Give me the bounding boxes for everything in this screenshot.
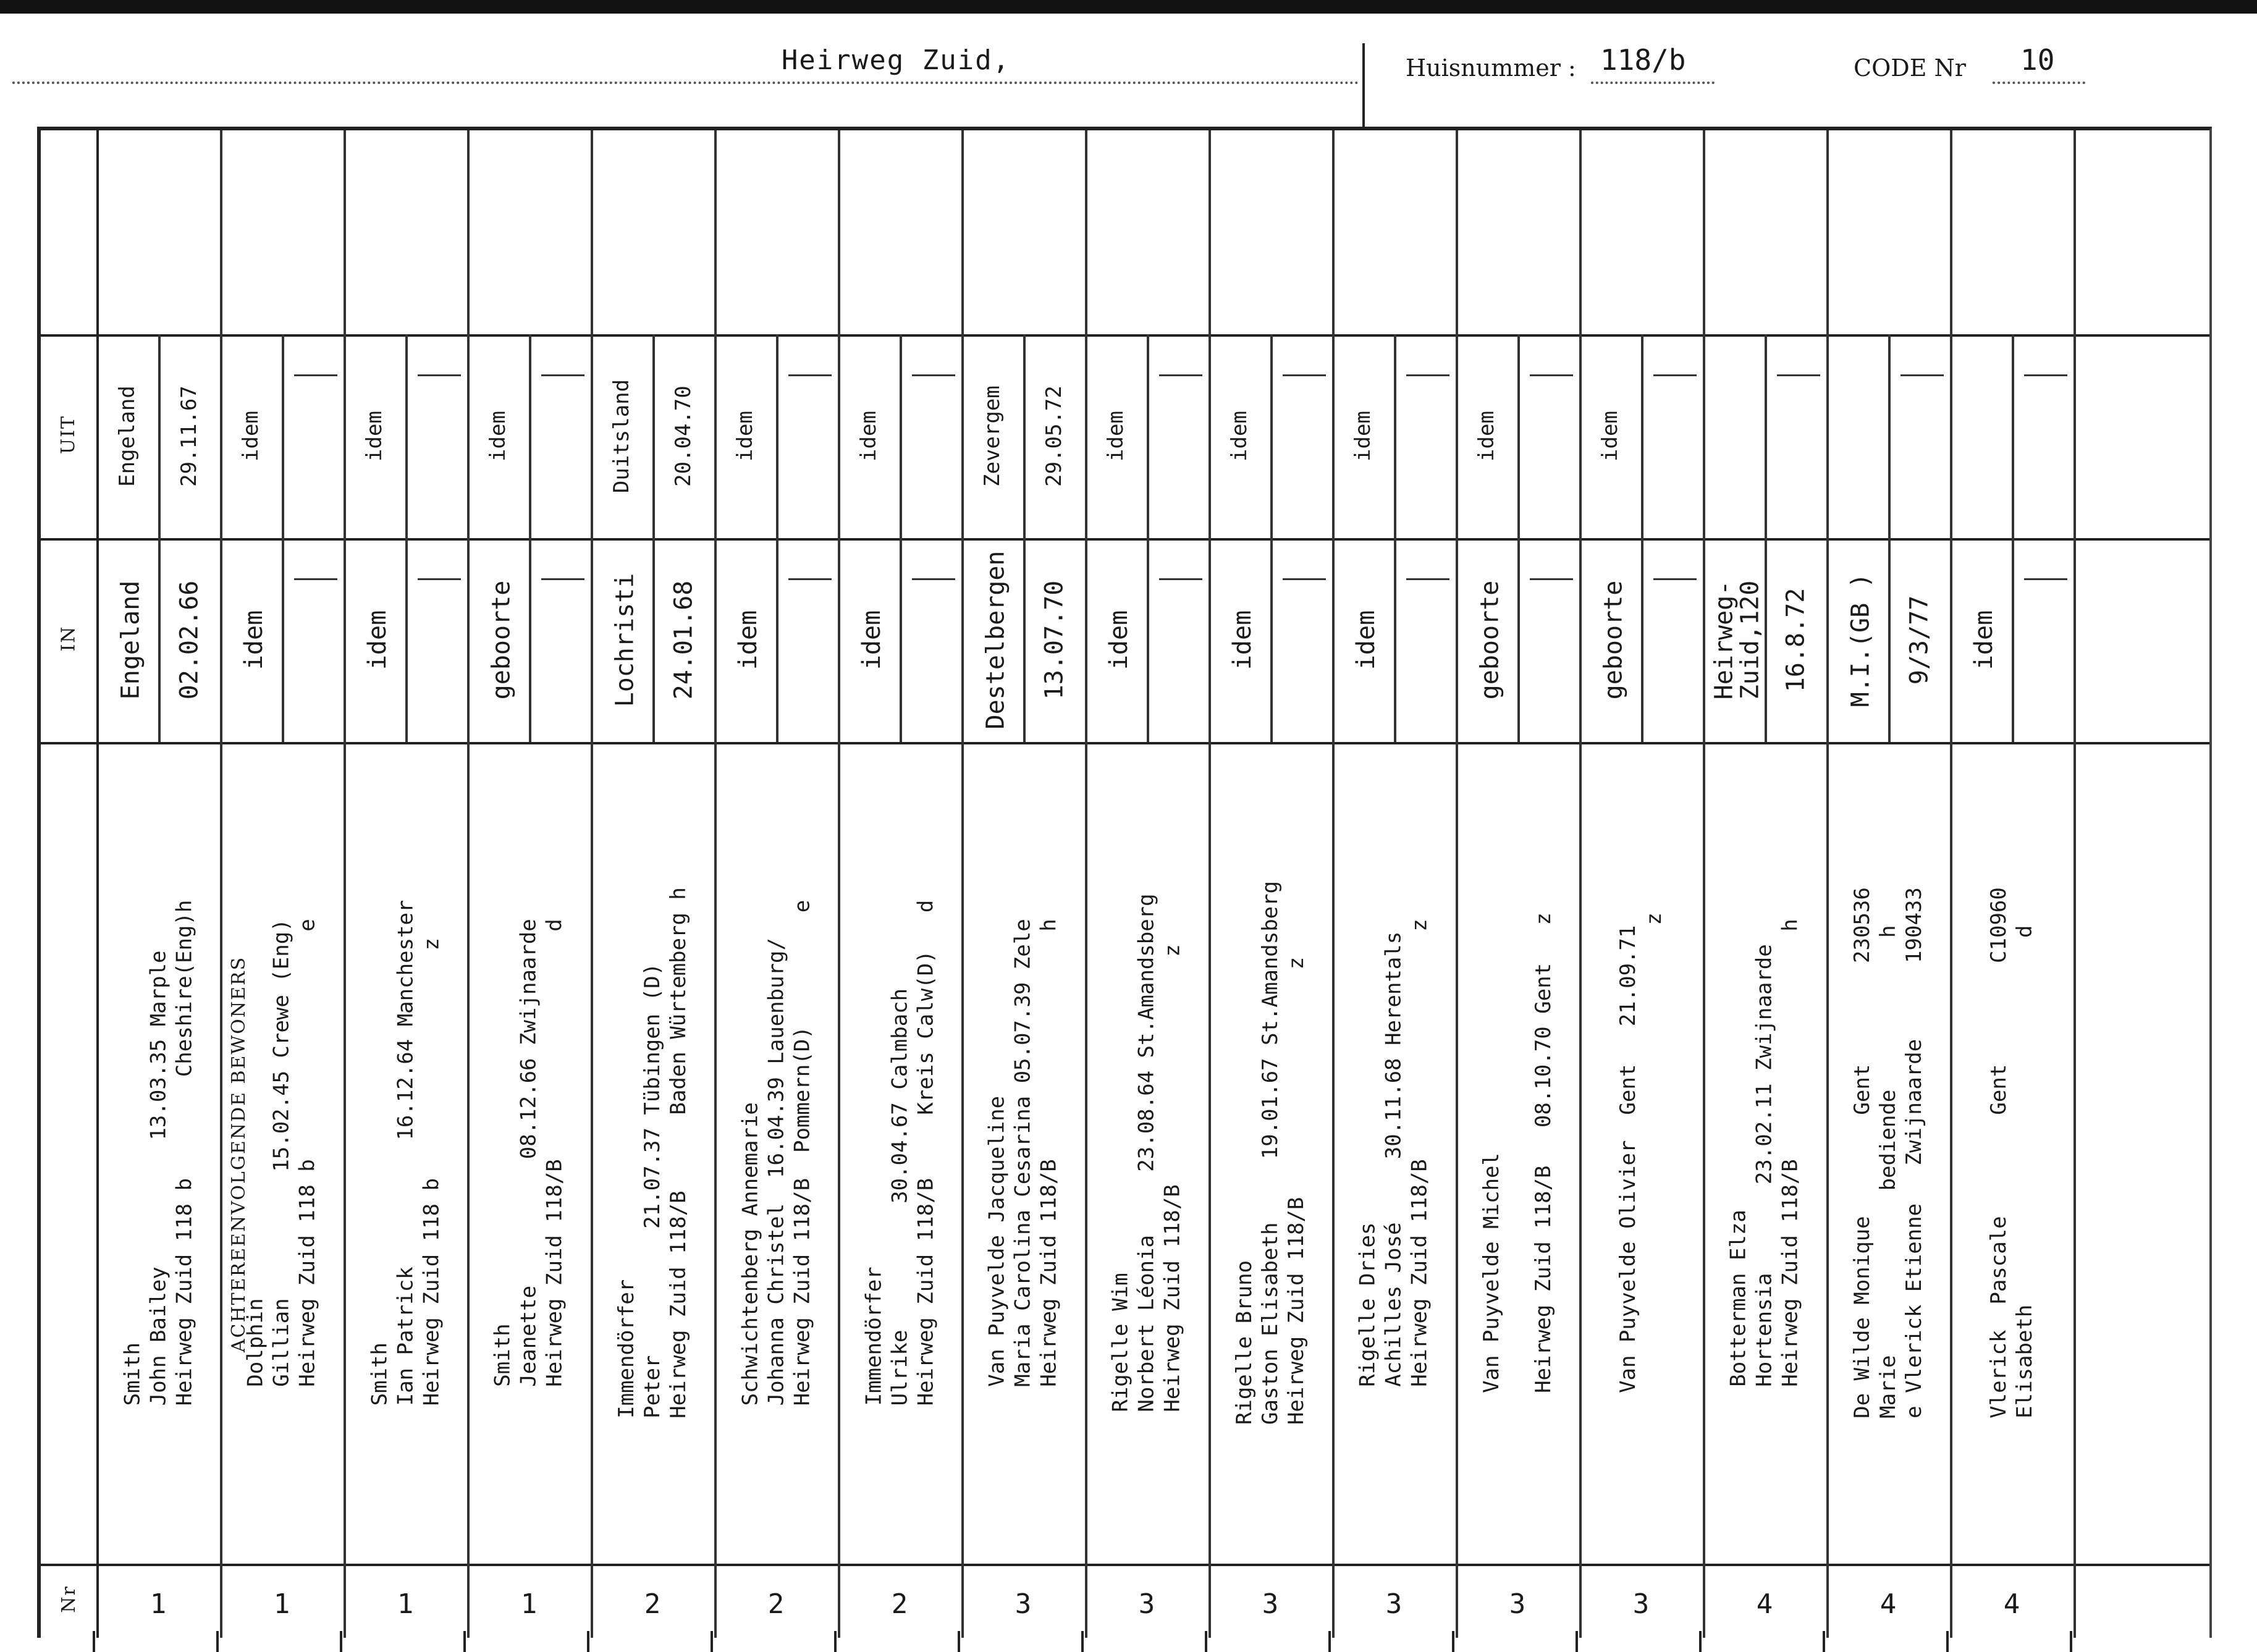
entry-nr: 4 — [1879, 1588, 1897, 1620]
entry-nr: 1 — [520, 1588, 538, 1620]
uit-date-cell — [158, 334, 220, 538]
bewoner-text-cell — [714, 742, 838, 1564]
in-place: Lochristi — [610, 573, 639, 707]
bewoner-text-cell — [467, 742, 591, 1564]
entry-column — [714, 130, 840, 1638]
uit-place: idem — [238, 411, 263, 461]
bewoner-text-cell — [96, 742, 220, 1564]
empty-field-dash — [418, 374, 461, 376]
bottom-tick — [1205, 1631, 1207, 1652]
street-name: Heirweg Zuid, — [781, 44, 1011, 76]
uit-date: 20.04.70 — [671, 386, 696, 487]
entry-nr: 3 — [1509, 1588, 1526, 1620]
in-place-cell — [1703, 538, 1771, 742]
in-place: Heirweg- Zuid,120 — [1710, 580, 1764, 700]
in-place: geboorte — [487, 580, 515, 700]
empty-field-dash — [541, 578, 584, 580]
uit-date-cell — [1147, 334, 1209, 538]
bewoner-text-cell — [220, 742, 344, 1564]
uit-place-cell — [220, 334, 282, 538]
uit-place: idem — [485, 411, 510, 461]
uit-date-cell — [1641, 334, 1703, 538]
entry-nr: 1 — [150, 1588, 167, 1620]
empty-field-dash — [541, 374, 584, 376]
in-place-cell — [344, 538, 411, 742]
in-place-cell — [1209, 538, 1276, 742]
bottom-tick — [958, 1631, 960, 1652]
in-place: M.I.(GB ) — [1846, 573, 1875, 707]
header-divider — [1362, 43, 1365, 130]
entry-nr: 4 — [2003, 1588, 2020, 1620]
uit-place: idem — [1103, 411, 1128, 461]
in-place: idem — [1104, 610, 1133, 670]
uit-place: Engeland — [115, 386, 140, 487]
in-date: 13.07.70 — [1040, 580, 1068, 700]
bewoners-label: ACHTEREENVOLGENDE BEWONERS — [228, 956, 250, 1353]
bewoner-text-cell — [1456, 742, 1579, 1564]
in-place-cell — [1579, 538, 1647, 742]
empty-field-dash — [294, 374, 337, 376]
uit-date-cell — [776, 334, 838, 538]
entry-column — [220, 130, 346, 1638]
bewoner-text-cell — [1703, 742, 1826, 1564]
empty-field-dash — [2024, 578, 2067, 580]
in-place-cell — [838, 538, 906, 742]
bewoner-text: Schwichtenberg Annemarie Johanna Christel 16.04.39 Lauenburg/ Heirweg Zuid 118/B Pommern(D) e — [738, 900, 815, 1406]
bewoner-text-cell — [591, 742, 714, 1564]
uit-date-cell — [1517, 334, 1579, 538]
bewoner-text-cell — [1579, 742, 1703, 1564]
huisnummer-value: 118/b — [1600, 43, 1686, 77]
register-form — [37, 127, 2212, 1638]
entry-column — [838, 130, 964, 1638]
in-place: idem — [1969, 610, 1998, 670]
in-date-cell — [405, 538, 467, 742]
in-date-cell — [1147, 538, 1209, 742]
empty-field-dash — [788, 578, 832, 580]
bewoner-text: Botterman Elza Hortensia 23.02.11 Zwijnaarde Heirweg Zuid 118/B h — [1726, 919, 1803, 1387]
uit-date-cell — [1888, 334, 1950, 538]
bewoner-text: Smith Ian Patrick 16.12.64 Manchester Heirweg Zuid 118 b z — [367, 900, 444, 1406]
bewoner-text-cell — [1332, 742, 1456, 1564]
uit-place-cell — [714, 334, 776, 538]
bewoner-text: Smith John Bailey 13.03.35 Marple Heirweg Zuid 118 b Cheshire(Eng)h — [120, 900, 197, 1406]
in-date-cell — [1270, 538, 1332, 742]
uit-place-cell — [1579, 334, 1641, 538]
in-place-cell — [220, 538, 288, 742]
empty-field-dash — [1159, 578, 1202, 580]
bewoner-text-cell — [838, 742, 961, 1564]
empty-field-dash — [1406, 374, 1449, 376]
uit-date-cell — [1394, 334, 1456, 538]
bewoner-text: Smith Jeanette 08.12.66 Zwijnaarde Heirweg Zuid 118/B d — [491, 919, 568, 1387]
code-label: CODE Nr — [1854, 54, 1966, 82]
in-place-cell — [714, 538, 782, 742]
entry-column — [591, 130, 717, 1638]
bottom-tick — [1328, 1631, 1331, 1652]
entry-column — [1085, 130, 1211, 1638]
uit-place: Duitsland — [609, 379, 635, 494]
empty-field-dash — [912, 578, 955, 580]
uit-place: idem — [1226, 411, 1252, 461]
in-label: IN — [57, 625, 80, 652]
bewoner-text: Rigelle Wim Norbert Léonia 23.08.64 St.Amandsberg Heirweg Zuid 118/B z — [1108, 893, 1186, 1412]
entry-nr: 2 — [767, 1588, 785, 1620]
uit-place: Zevergem — [980, 386, 1005, 487]
entry-column — [1209, 130, 1335, 1638]
entry-nr: 3 — [1015, 1588, 1032, 1620]
bewoner-text: Van Puyvelde Michel Heirweg Zuid 118/B 08.10.70 Gent z — [1479, 912, 1556, 1393]
in-date-cell — [1023, 538, 1085, 742]
in-date-cell — [1517, 538, 1579, 742]
in-date-cell — [1641, 538, 1703, 742]
entry-column — [96, 130, 222, 1638]
entry-column — [961, 130, 1087, 1638]
uit-place-cell — [961, 334, 1023, 538]
bewoner-text: Rigelle Dries Achilles José 30.11.68 Herentals Heirweg Zuid 118/B z — [1356, 919, 1433, 1387]
uit-place-cell — [1703, 334, 1765, 538]
in-date-cell — [652, 538, 714, 742]
uit-date-cell — [652, 334, 714, 538]
bewoner-text-cell — [961, 742, 1085, 1564]
date-subdivider — [776, 334, 778, 742]
street-dotted-line — [12, 82, 1359, 84]
bewoner-text-cell — [1209, 742, 1332, 1564]
date-subdivider — [282, 334, 284, 742]
empty-field-dash — [1653, 578, 1697, 580]
code-dotted-line — [1993, 82, 2085, 84]
empty-field-dash — [1653, 374, 1697, 376]
in-place: geboorte — [1599, 580, 1627, 700]
bottom-tick — [93, 1631, 95, 1652]
date-subdivider — [1765, 334, 1767, 742]
empty-field-dash — [1777, 374, 1820, 376]
date-subdivider — [158, 334, 161, 742]
date-subdivider — [2012, 334, 2014, 742]
in-date-cell — [158, 538, 220, 742]
bewoner-text: Vlerick Pascale Gent C10960 Elisabeth d — [1986, 887, 2038, 1418]
empty-field-dash — [912, 374, 955, 376]
in-place-cell — [1085, 538, 1153, 742]
in-place-cell — [1456, 538, 1524, 742]
empty-field-dash — [2024, 374, 2067, 376]
uit-date-cell — [2012, 334, 2073, 538]
in-date: 9/3/77 — [1905, 595, 1933, 685]
nr-label: Nr — [57, 1585, 80, 1613]
empty-field-dash — [1901, 374, 1944, 376]
entry-column — [1332, 130, 1458, 1638]
uit-place: idem — [732, 411, 757, 461]
empty-field-dash — [1283, 374, 1326, 376]
date-subdivider — [1517, 334, 1520, 742]
bottom-tick — [216, 1631, 219, 1652]
uit-place-cell — [591, 334, 652, 538]
in-place-cell — [961, 538, 1029, 742]
uit-place-cell — [467, 334, 529, 538]
bottom-tick — [834, 1631, 837, 1652]
bewoner-text: Immendörfer Peter 21.07.37 Tübingen (D) Heirweg Zuid 118/B Baden Würtemberg h — [614, 887, 691, 1418]
in-date-cell — [1765, 538, 1826, 742]
in-place: Destelbergen — [981, 550, 1010, 730]
entry-nr: 2 — [891, 1588, 908, 1620]
in-date-cell — [529, 538, 591, 742]
uit-place: idem — [1474, 411, 1499, 461]
entry-column — [1950, 130, 2076, 1638]
huisnummer-label: Huisnummer : — [1406, 54, 1576, 82]
bottom-tick — [340, 1631, 342, 1652]
entry-nr: 1 — [397, 1588, 414, 1620]
date-subdivider — [652, 334, 655, 742]
in-place-cell — [1950, 538, 2018, 742]
date-subdivider — [900, 334, 902, 742]
in-date: 16.8.72 — [1781, 588, 1810, 693]
uit-place-cell — [1209, 334, 1270, 538]
huisnummer-dotted-line — [1591, 82, 1715, 84]
uit-place: idem — [361, 411, 387, 461]
entry-column — [467, 130, 593, 1638]
uit-place-cell — [1332, 334, 1394, 538]
uit-place-cell — [1950, 334, 2012, 538]
bewoner-text-cell — [1826, 742, 1950, 1564]
entry-column — [1703, 130, 1829, 1638]
uit-place-cell — [1826, 334, 1888, 538]
bewoner-text: Van Puyvelde Olivier Gent 21.09.71 z — [1616, 912, 1667, 1393]
uit-date: 29.11.67 — [177, 386, 202, 487]
in-place: idem — [1228, 610, 1257, 670]
bewoner-text-cell — [344, 742, 467, 1564]
bottom-tick — [587, 1631, 589, 1652]
in-date: 02.02.66 — [175, 580, 203, 700]
bottom-tick — [711, 1631, 713, 1652]
empty-field-dash — [1530, 578, 1573, 580]
bewoner-text: Rigelle Bruno Gaston Elisabeth 19.01.67 St.Amandsberg Heirweg Zuid 118/B z — [1232, 880, 1309, 1425]
uit-place-cell — [838, 334, 900, 538]
uit-place-cell — [1085, 334, 1147, 538]
uit-date-cell — [900, 334, 961, 538]
entry-column — [344, 130, 470, 1638]
in-place-cell — [467, 538, 535, 742]
in-date-cell — [776, 538, 838, 742]
top-edge-bar — [0, 0, 2257, 14]
date-subdivider — [529, 334, 531, 742]
entry-column — [1579, 130, 1705, 1638]
in-date-cell — [900, 538, 961, 742]
uit-place-cell — [344, 334, 405, 538]
empty-field-dash — [1283, 578, 1326, 580]
bewoner-text: De Wilde Monique Gent 230536 Marie bediende h e Vlerick Etienne Zwijnaarde 190433 — [1850, 887, 1927, 1418]
uit-date-cell — [1270, 334, 1332, 538]
date-subdivider — [405, 334, 408, 742]
uit-date-cell — [405, 334, 467, 538]
empty-field-dash — [1159, 374, 1202, 376]
in-date-cell — [282, 538, 344, 742]
in-place-cell — [96, 538, 164, 742]
bottom-tick — [2070, 1631, 2072, 1652]
bottom-ticks — [37, 1631, 2206, 1652]
bewoner-text: Immendörfer Ulrike 30.04.67 Calmbach Heirweg Zuid 118/B Kreis Calw(D) d — [861, 900, 939, 1406]
date-subdivider — [1270, 334, 1273, 742]
in-place: idem — [363, 610, 392, 670]
bottom-tick — [1699, 1631, 1702, 1652]
empty-field-dash — [1406, 578, 1449, 580]
uit-place-cell — [1456, 334, 1517, 538]
in-place: geboorte — [1475, 580, 1504, 700]
entry-nr: 3 — [1385, 1588, 1403, 1620]
uit-date-cell — [1023, 334, 1085, 538]
in-date-cell — [1394, 538, 1456, 742]
in-place-cell — [591, 538, 659, 742]
bewoner-text: Dolphin Gillian 15.02.45 Crewe (Eng) Heirweg Zuid 118 b e — [243, 919, 321, 1387]
bottom-tick — [1452, 1631, 1454, 1652]
entry-nr: 4 — [1756, 1588, 1773, 1620]
in-place-cell — [1332, 538, 1400, 742]
in-place: idem — [733, 610, 762, 670]
uit-label: UIT — [57, 415, 80, 455]
uit-place-cell — [96, 334, 158, 538]
empty-field-dash — [1530, 374, 1573, 376]
bewoner-text-cell — [1085, 742, 1209, 1564]
uit-place: idem — [856, 411, 881, 461]
entry-column — [1826, 130, 1952, 1638]
bewoner-text-cell — [1950, 742, 2073, 1564]
date-subdivider — [1023, 334, 1026, 742]
bewoner-text: Van Puyvelde Jacqueline Maria Carolina Cesarina 05.07.39 Zele Heirweg Zuid 118/B h — [985, 919, 1062, 1387]
bottom-tick — [1081, 1631, 1084, 1652]
in-place: idem — [857, 610, 886, 670]
in-date-cell — [2012, 538, 2073, 742]
uit-date-cell — [282, 334, 344, 538]
entry-nr: 3 — [1262, 1588, 1279, 1620]
entry-column — [1456, 130, 1582, 1638]
in-place: Engeland — [116, 580, 145, 700]
bottom-tick — [463, 1631, 466, 1652]
entry-nr: 1 — [273, 1588, 290, 1620]
entry-nr: 2 — [644, 1588, 661, 1620]
in-place-cell — [1826, 538, 1894, 742]
uit-date: 29.05.72 — [1042, 386, 1067, 487]
bottom-tick — [1946, 1631, 1949, 1652]
date-subdivider — [1147, 334, 1149, 742]
uit-place: idem — [1597, 411, 1622, 461]
uit-date-cell — [529, 334, 591, 538]
date-subdivider — [1888, 334, 1891, 742]
uit-date-cell — [1765, 334, 1826, 538]
uit-place: idem — [1350, 411, 1375, 461]
empty-field-dash — [418, 578, 461, 580]
in-place: idem — [239, 610, 268, 670]
bottom-tick — [1823, 1631, 1825, 1652]
empty-field-dash — [788, 374, 832, 376]
bottom-tick — [1576, 1631, 1578, 1652]
entry-nr: 3 — [1138, 1588, 1155, 1620]
entry-nr: 3 — [1632, 1588, 1650, 1620]
date-subdivider — [1394, 334, 1396, 742]
in-date-cell — [1888, 538, 1950, 742]
code-value: 10 — [2020, 43, 2055, 77]
in-place: idem — [1351, 610, 1380, 670]
empty-field-dash — [294, 578, 337, 580]
date-subdivider — [1641, 334, 1643, 742]
in-date: 24.01.68 — [669, 580, 698, 700]
